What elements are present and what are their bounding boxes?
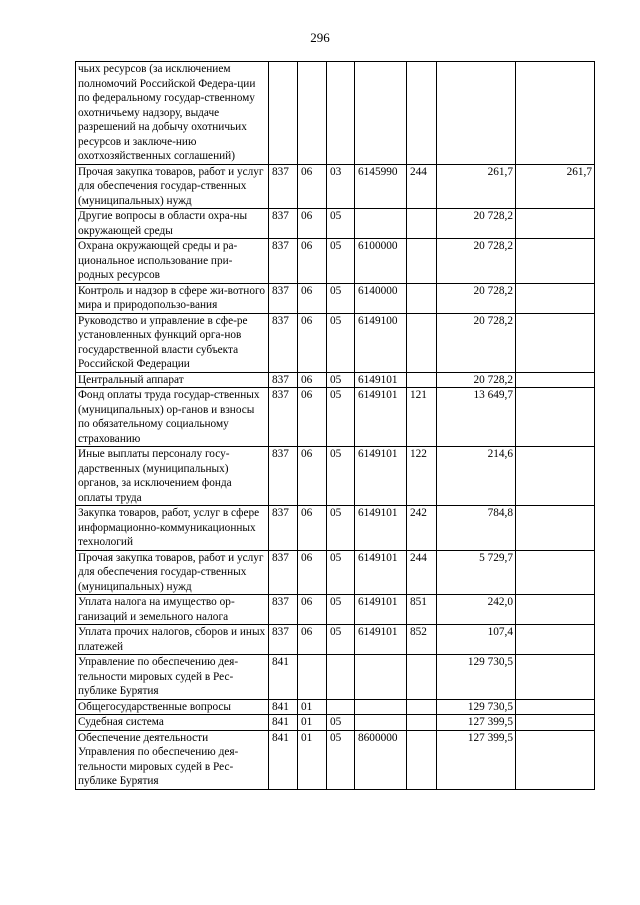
budget-table (75, 61, 595, 790)
row-gr-cell: 841 (269, 715, 298, 731)
row-name-cell: Руководство и управление в сфе-ре установленных функций орга-нов государственной власти субъекта Российской Федерации (76, 313, 269, 372)
row-csr-cell (355, 715, 407, 731)
row-sum-cell: 20 728,2 (437, 313, 516, 372)
table-row (76, 730, 595, 789)
row-vr-cell: 244 (407, 550, 437, 595)
row-rz-cell: 06 (298, 447, 327, 506)
row-pr-cell: 05 (327, 283, 355, 313)
row-rz-cell: 06 (298, 372, 327, 388)
row-rz-cell (298, 655, 327, 700)
row-rz-cell: 06 (298, 239, 327, 284)
row-csr-cell: 6149101 (355, 506, 407, 551)
row-gr-cell: 837 (269, 313, 298, 372)
table-row (76, 164, 595, 209)
row-sum2-cell (516, 655, 595, 700)
row-csr-cell: 8600000 (355, 730, 407, 789)
row-gr-cell: 837 (269, 164, 298, 209)
table-row (76, 283, 595, 313)
row-name-cell: Обеспечение деятельности Управления по обеспечению дея-тельности мировых судей в Рес-публике Бурятия (76, 730, 269, 789)
row-rz-cell: 06 (298, 388, 327, 447)
row-sum2-cell (516, 283, 595, 313)
row-vr-cell: 121 (407, 388, 437, 447)
row-pr-cell: 05 (327, 506, 355, 551)
row-gr-cell: 837 (269, 283, 298, 313)
row-rz-cell: 01 (298, 715, 327, 731)
row-sum2-cell (516, 699, 595, 715)
table-row (76, 715, 595, 731)
table-row (76, 595, 595, 625)
row-vr-cell (407, 239, 437, 284)
row-gr-cell: 837 (269, 372, 298, 388)
row-sum-cell: 129 730,5 (437, 699, 516, 715)
row-pr-cell (327, 62, 355, 165)
row-csr-cell (355, 62, 407, 165)
row-rz-cell (298, 62, 327, 165)
table-row (76, 62, 595, 165)
row-sum-cell: 20 728,2 (437, 283, 516, 313)
row-name-cell: чьих ресурсов (за исключением полномочий Российской Федера-ции по федеральному государ-ственному охотничьему надзору, выдаче разрешений на добычу охотничьих ресурсов и заключе-нию охотхозяйственных соглашений) (76, 62, 269, 165)
row-pr-cell: 03 (327, 164, 355, 209)
table-row (76, 625, 595, 655)
table-row (76, 388, 595, 447)
row-name-cell: Уплата прочих налогов, сборов и иных платежей (76, 625, 269, 655)
row-pr-cell: 05 (327, 550, 355, 595)
table-row (76, 239, 595, 284)
row-rz-cell: 01 (298, 699, 327, 715)
row-sum-cell: 13 649,7 (437, 388, 516, 447)
row-vr-cell (407, 699, 437, 715)
row-csr-cell: 6149101 (355, 595, 407, 625)
row-name-cell: Общегосударственные вопросы (76, 699, 269, 715)
table-row (76, 550, 595, 595)
row-csr-cell: 6140000 (355, 283, 407, 313)
row-sum-cell: 129 730,5 (437, 655, 516, 700)
row-pr-cell: 05 (327, 388, 355, 447)
row-sum2-cell (516, 239, 595, 284)
row-sum2-cell (516, 62, 595, 165)
row-pr-cell: 05 (327, 372, 355, 388)
row-vr-cell (407, 62, 437, 165)
row-name-cell: Фонд оплаты труда государ-ственных (муниципальных) ор-ганов и взносы по обязательному социальному страхованию (76, 388, 269, 447)
row-sum-cell: 107,4 (437, 625, 516, 655)
row-sum-cell: 242,0 (437, 595, 516, 625)
row-pr-cell: 05 (327, 715, 355, 731)
row-rz-cell: 06 (298, 550, 327, 595)
row-sum-cell: 127 399,5 (437, 730, 516, 789)
row-name-cell: Иные выплаты персоналу госу-дарственных (муниципальных) органов, за исключением фонда оплаты труда (76, 447, 269, 506)
table-row (76, 655, 595, 700)
row-csr-cell: 6149101 (355, 388, 407, 447)
row-vr-cell: 244 (407, 164, 437, 209)
row-rz-cell: 06 (298, 209, 327, 239)
row-sum-cell (437, 62, 516, 165)
row-pr-cell (327, 655, 355, 700)
row-rz-cell: 01 (298, 730, 327, 789)
row-vr-cell (407, 313, 437, 372)
row-sum-cell: 5 729,7 (437, 550, 516, 595)
row-name-cell: Закупка товаров, работ, услуг в сфере информационно-коммуникационных технологий (76, 506, 269, 551)
row-csr-cell (355, 655, 407, 700)
row-pr-cell: 05 (327, 730, 355, 789)
row-sum2-cell (516, 730, 595, 789)
row-sum-cell: 20 728,2 (437, 372, 516, 388)
row-name-cell: Прочая закупка товаров, работ и услуг для обеспечения государ-ственных (муниципальных) нужд (76, 550, 269, 595)
row-gr-cell: 841 (269, 699, 298, 715)
row-gr-cell: 837 (269, 506, 298, 551)
row-name-cell: Уплата налога на имущество ор-ганизаций и земельного налога (76, 595, 269, 625)
table-row (76, 372, 595, 388)
row-sum-cell: 20 728,2 (437, 239, 516, 284)
table-row (76, 699, 595, 715)
row-gr-cell: 837 (269, 447, 298, 506)
row-pr-cell: 05 (327, 313, 355, 372)
row-sum2-cell (516, 715, 595, 731)
row-rz-cell: 06 (298, 164, 327, 209)
row-sum-cell: 214,6 (437, 447, 516, 506)
row-sum2-cell (516, 506, 595, 551)
row-name-cell: Охрана окружающей среды и ра-циональное использование при-родных ресурсов (76, 239, 269, 284)
row-sum2-cell (516, 372, 595, 388)
row-pr-cell (327, 699, 355, 715)
table-body (76, 62, 595, 790)
row-rz-cell: 06 (298, 506, 327, 551)
row-pr-cell: 05 (327, 447, 355, 506)
row-name-cell: Прочая закупка товаров, работ и услуг для обеспечения государ-ственных (муниципальных) нужд (76, 164, 269, 209)
row-pr-cell: 05 (327, 209, 355, 239)
table-row (76, 209, 595, 239)
row-rz-cell: 06 (298, 313, 327, 372)
row-pr-cell: 05 (327, 595, 355, 625)
row-csr-cell: 6149100 (355, 313, 407, 372)
row-gr-cell: 837 (269, 239, 298, 284)
row-gr-cell: 837 (269, 595, 298, 625)
row-sum2-cell (516, 625, 595, 655)
row-pr-cell: 05 (327, 625, 355, 655)
row-csr-cell: 6149101 (355, 372, 407, 388)
row-vr-cell: 242 (407, 506, 437, 551)
row-sum2-cell (516, 388, 595, 447)
page-number: 296 (310, 30, 330, 45)
table-row (76, 313, 595, 372)
row-rz-cell: 06 (298, 595, 327, 625)
row-gr-cell: 837 (269, 388, 298, 447)
row-name-cell: Другие вопросы в области охра-ны окружающей среды (76, 209, 269, 239)
row-sum2-cell (516, 595, 595, 625)
row-sum2-cell: 261,7 (516, 164, 595, 209)
row-sum-cell: 20 728,2 (437, 209, 516, 239)
row-gr-cell (269, 62, 298, 165)
row-csr-cell (355, 699, 407, 715)
row-csr-cell: 6100000 (355, 239, 407, 284)
row-gr-cell: 837 (269, 209, 298, 239)
row-csr-cell: 6145990 (355, 164, 407, 209)
row-vr-cell (407, 372, 437, 388)
row-name-cell: Контроль и надзор в сфере жи-вотного мира и природопользо-вания (76, 283, 269, 313)
row-csr-cell: 6149101 (355, 550, 407, 595)
row-vr-cell (407, 283, 437, 313)
row-rz-cell: 06 (298, 625, 327, 655)
row-vr-cell: 852 (407, 625, 437, 655)
row-vr-cell (407, 730, 437, 789)
row-name-cell: Судебная система (76, 715, 269, 731)
row-gr-cell: 841 (269, 655, 298, 700)
row-csr-cell: 6149101 (355, 625, 407, 655)
table-row (76, 447, 595, 506)
row-sum2-cell (516, 313, 595, 372)
row-sum2-cell (516, 550, 595, 595)
row-name-cell: Центральный аппарат (76, 372, 269, 388)
row-gr-cell: 837 (269, 625, 298, 655)
row-csr-cell (355, 209, 407, 239)
row-gr-cell: 837 (269, 550, 298, 595)
table-row (76, 506, 595, 551)
row-vr-cell: 122 (407, 447, 437, 506)
row-sum-cell: 784,8 (437, 506, 516, 551)
row-sum-cell: 127 399,5 (437, 715, 516, 731)
row-vr-cell (407, 655, 437, 700)
row-sum2-cell (516, 209, 595, 239)
row-vr-cell (407, 209, 437, 239)
row-name-cell: Управление по обеспечению дея-тельности мировых судей в Рес-публике Бурятия (76, 655, 269, 700)
row-csr-cell: 6149101 (355, 447, 407, 506)
row-sum2-cell (516, 447, 595, 506)
row-sum-cell: 261,7 (437, 164, 516, 209)
row-vr-cell: 851 (407, 595, 437, 625)
row-gr-cell: 841 (269, 730, 298, 789)
row-vr-cell (407, 715, 437, 731)
row-pr-cell: 05 (327, 239, 355, 284)
row-rz-cell: 06 (298, 283, 327, 313)
